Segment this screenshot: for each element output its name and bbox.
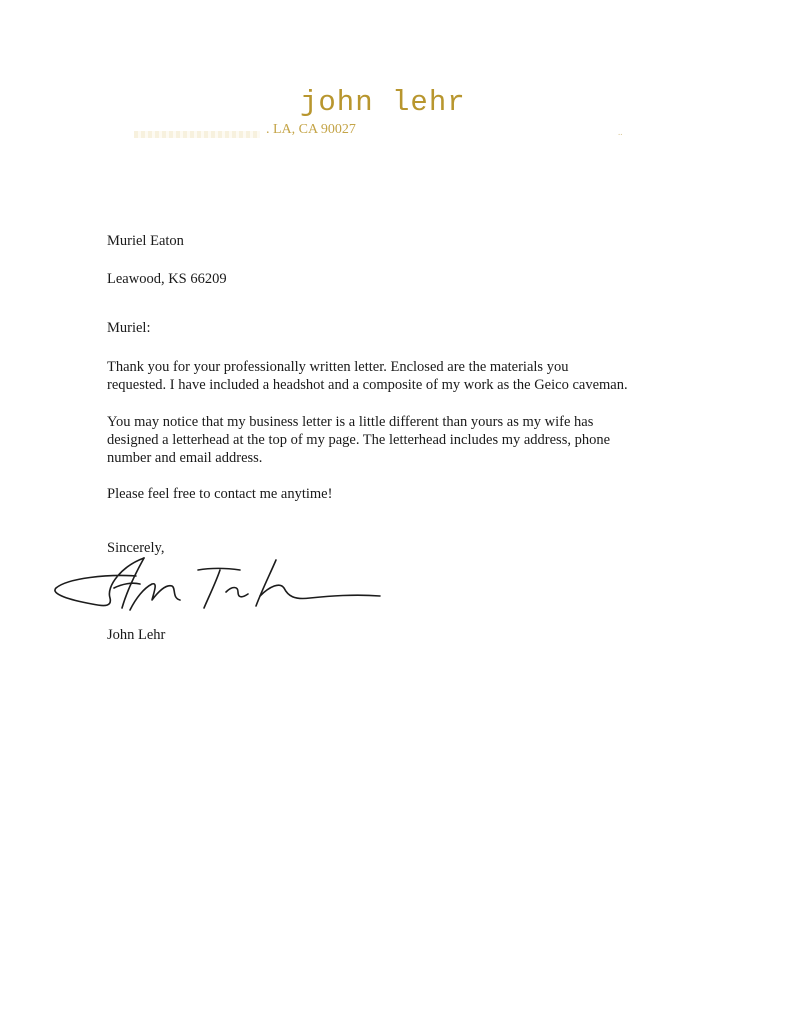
body-line: You may notice that my business letter is a little different than yours as my wife has <box>107 414 594 430</box>
closing: Sincerely, <box>107 540 165 556</box>
letterhead-redacted-contact: .. <box>618 127 623 137</box>
body-paragraph-2 <box>107 413 610 467</box>
letterhead-redacted-street <box>134 131 260 138</box>
salutation: Muriel: <box>107 320 151 336</box>
letterhead-name: john lehr <box>300 86 466 119</box>
recipient-name: Muriel Eaton <box>107 233 184 249</box>
body-paragraph-1 <box>107 358 628 394</box>
recipient-city-line: Leawood, KS 66209 <box>107 271 227 287</box>
letterhead-address: . LA, CA 90027 <box>266 122 356 137</box>
body-line: Thank you for your professionally written letter. Enclosed are the materials you <box>107 359 569 375</box>
letterhead-address-text: LA, CA 90027 <box>273 122 356 137</box>
body-line: requested. I have included a headshot and a composite of my work as the Geico caveman. <box>107 377 628 393</box>
handwritten-signature <box>48 548 388 620</box>
body-paragraph-3: Please feel free to contact me anytime! <box>107 486 333 502</box>
signer-name: John Lehr <box>107 627 166 643</box>
body-line: designed a letterhead at the top of my page. The letterhead includes my address, phone <box>107 432 611 448</box>
body-line: number and email address. <box>107 450 263 466</box>
